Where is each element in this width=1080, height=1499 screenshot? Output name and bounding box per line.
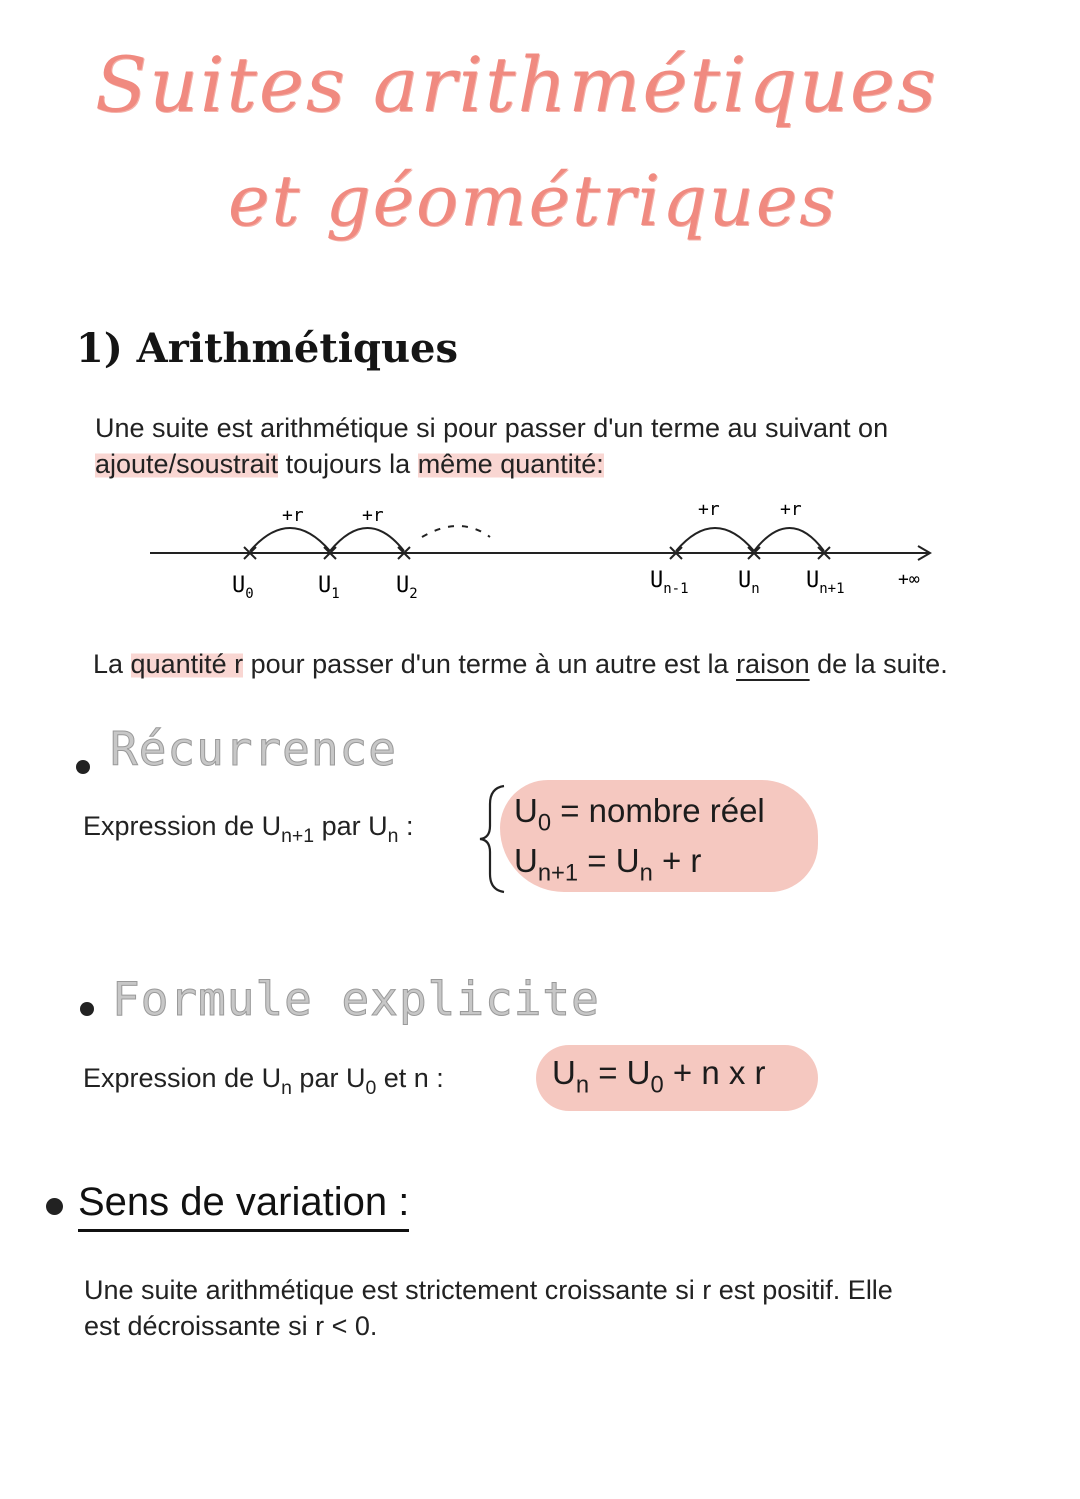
step-label: +r xyxy=(362,505,384,526)
bullet-icon xyxy=(80,1002,94,1016)
label-un-1: $U_{n-1}$ xyxy=(650,568,689,597)
recurrence-line-2 xyxy=(514,842,701,887)
text: La xyxy=(93,649,131,679)
text: : xyxy=(398,811,414,841)
subscript: 0 xyxy=(365,1076,377,1099)
label-u0: $U_0$ xyxy=(232,573,254,602)
raison-sentence xyxy=(93,646,1053,682)
subscript: n+1 xyxy=(537,859,579,887)
recurrence-heading: Récurrence xyxy=(110,722,397,776)
recurrence-label xyxy=(83,808,413,854)
intro-line-2 xyxy=(95,446,1055,482)
number-line-diagram xyxy=(140,495,960,615)
text: Expression de U xyxy=(83,1063,282,1093)
text: + r xyxy=(652,842,702,879)
intro-text: toujours la xyxy=(278,449,418,479)
explicite-formula xyxy=(552,1054,766,1099)
variation-line-2: est décroissante si r < 0. xyxy=(84,1311,378,1341)
label-u1: $U_1$ xyxy=(318,573,340,602)
explicite-heading: Formule explicite xyxy=(112,972,600,1026)
variation-paragraph xyxy=(84,1272,1044,1344)
highlight-ajoute-soustrait: ajoute/soustrait xyxy=(95,449,279,479)
text: + n x r xyxy=(663,1054,766,1091)
explicite-label xyxy=(83,1060,444,1106)
bullet-icon xyxy=(46,1198,63,1215)
section-heading-arithmetiques: 1) Arithmétiques xyxy=(76,325,459,372)
step-label: +r xyxy=(282,505,304,526)
title-line-2: et géométriques xyxy=(228,160,838,242)
text: = U xyxy=(578,842,640,879)
label-un+1: $U_{n+1}$ xyxy=(806,568,845,597)
subscript: n xyxy=(639,859,653,887)
brace-icon xyxy=(476,782,510,896)
text: U xyxy=(514,842,538,879)
highlight-quantite-r: quantité r xyxy=(130,649,244,679)
label-un: $U_n$ xyxy=(738,568,760,597)
subscript: n xyxy=(387,824,399,847)
text: = nombre réel xyxy=(551,792,765,829)
subscript: 0 xyxy=(537,809,552,837)
text: U xyxy=(514,792,538,829)
intro-paragraph xyxy=(95,410,1055,482)
recurrence-line-1 xyxy=(514,792,765,837)
intro-line-1: Une suite est arithmétique si pour passer d'un terme au suivant on xyxy=(95,413,889,443)
subscript: n xyxy=(575,1071,590,1099)
subscript: 0 xyxy=(650,1071,664,1099)
text: pour passer d'un terme à un autre est la xyxy=(243,649,737,679)
step-label: +r xyxy=(780,499,802,520)
label-infinity: +∞ xyxy=(898,569,920,590)
variation-line-1: Une suite arithmétique est strictement croissante si r est positif. Elle xyxy=(84,1275,893,1305)
subscript: n xyxy=(281,1076,292,1099)
label-u2: $U_2$ xyxy=(396,573,418,602)
title-line-1: Suites arithmétiques xyxy=(95,40,938,129)
text: = U xyxy=(589,1054,651,1091)
highlight-meme-quantite: même quantité: xyxy=(417,449,604,479)
text: de la suite. xyxy=(809,649,948,679)
text: par U xyxy=(314,811,388,841)
text: par U xyxy=(291,1063,366,1093)
subscript: n+1 xyxy=(281,824,315,847)
underline-raison: raison xyxy=(736,649,810,679)
text: U xyxy=(552,1054,576,1091)
text: Expression de U xyxy=(83,811,282,841)
variation-heading: Sens de variation : xyxy=(78,1180,409,1232)
step-label: +r xyxy=(698,499,720,520)
text: et n : xyxy=(376,1063,444,1093)
bullet-icon xyxy=(76,760,90,774)
